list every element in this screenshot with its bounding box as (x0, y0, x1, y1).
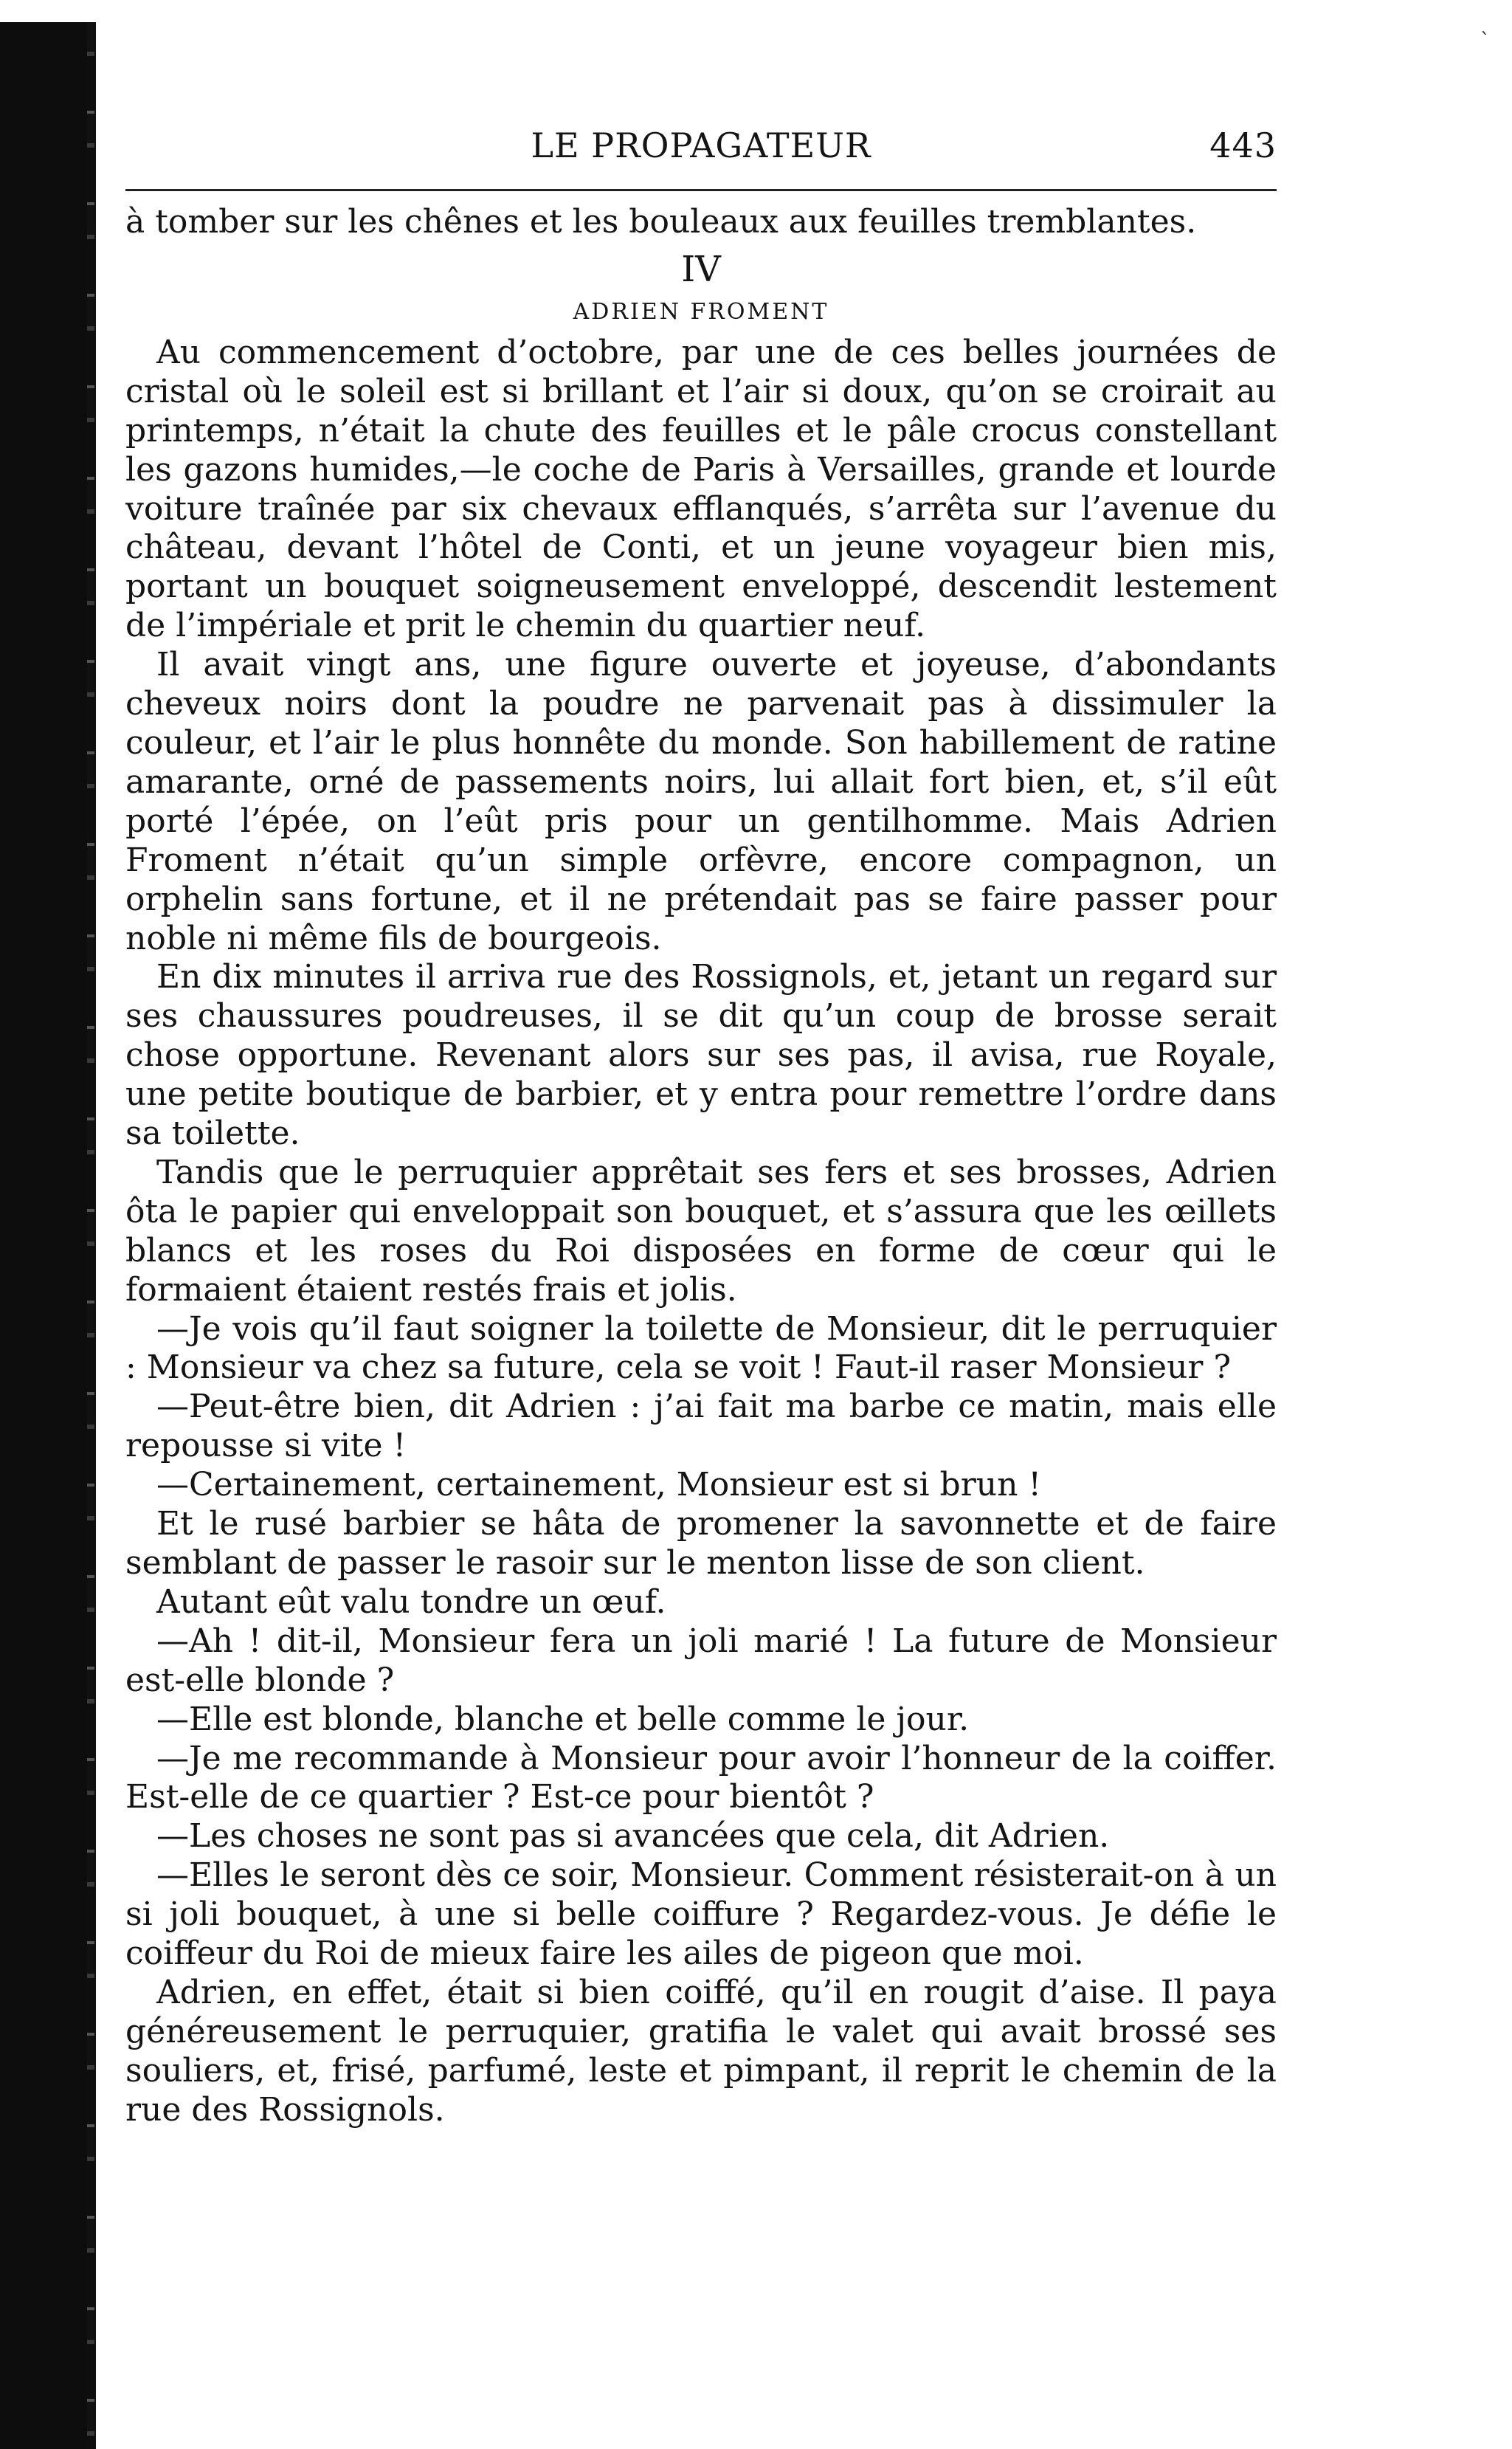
dialogue-paragraph: —Ah ! dit-il, Monsieur fera un joli marié ! La future de Monsieur est-elle blonde ? (125, 1622, 1277, 1699)
chapter-title: ADRIEN FROMENT (573, 298, 829, 325)
paragraph: Il avait vingt ans, une figure ouverte et joyeuse, d’abondants cheveux noirs dont la poudre ne parvenait pas à dissimuler la couleur, et l’air le plus honnête du monde. Son habillement de ratine amarante, orné de passements noirs, lui allait fort bien, et, s’il eût porté l’épée, on l’eût pris pour un gentilhomme. Mais Adrien Froment n’était qu’un simple orfèvre, encore compagnon, un orphelin sans fortune, et il ne prétendait pas se faire passer pour noble ni même fils de bourgeois. (125, 646, 1277, 957)
dialogue-paragraph: —Je vois qu’il faut soigner la toilette de Monsieur, dit le perruquier : Monsieur va chez sa future, cela se voit ! Faut-il raser Monsieur ? (125, 1309, 1277, 1387)
book-spine-shadow (0, 22, 96, 2449)
running-title: LE PROPAGATEUR (531, 125, 871, 165)
corner-speck: ˋ (1480, 30, 1490, 52)
book-page (125, 125, 1277, 2130)
header-rule (125, 189, 1277, 191)
dialogue-paragraph: —Peut-être bien, dit Adrien : j’ai fait ma barbe ce matin, mais elle repousse si vite ! (125, 1388, 1277, 1465)
body-text (125, 203, 1277, 2130)
page-gutter-edge (87, 22, 94, 2449)
paragraph: Et le rusé barbier se hâta de promener la savonnette et de faire semblant de passer le rasoir sur le menton lisse de son client. (125, 1505, 1277, 1582)
dialogue-paragraph: —Certainement, certainement, Monsieur est si brun ! (156, 1466, 1042, 1504)
dialogue-paragraph: —Elle est blonde, blanche et belle comme le jour. (156, 1700, 970, 1738)
paragraph: Tandis que le perruquier apprêtait ses fers et ses brosses, Adrien ôta le papier qui enveloppait son bouquet, et s’assura que les œillets blancs et les roses du Roi disposées en forme de cœur qui le formaient étaient restés frais et jolis. (125, 1153, 1277, 1309)
dialogue-paragraph: —Elles le seront dès ce soir, Monsieur. Comment résisterait-on à un si joli bouquet, à une si belle coiffure ? Regardez-vous. Je défie le coiffeur du Roi de mieux faire les ailes de pigeon que moi. (125, 1856, 1277, 1973)
running-header (125, 125, 1277, 173)
paragraph: Autant eût valu tondre un œuf. (156, 1582, 666, 1621)
dialogue-paragraph: —Les choses ne sont pas si avancées que cela, dit Adrien. (156, 1817, 1110, 1856)
chapter-number: IV (681, 248, 721, 290)
paragraph: Adrien, en effet, était si bien coiffé, qu’il en rougit d’aise. Il paya généreusement le perruquier, gratifia le valet qui avait brossé ses souliers, et, frisé, parfumé, leste et pimpant, il reprit le chemin de la rue des Rossignols. (125, 1973, 1277, 2129)
dialogue-paragraph: —Je me recommande à Monsieur pour avoir l’honneur de la coiffer. Est-elle de ce quartier ? Est-ce pour bientôt ? (125, 1739, 1277, 1816)
page-number: 443 (1209, 125, 1277, 165)
paragraph: En dix minutes il arriva rue des Rossignols, et, jetant un regard sur ses chaussures poudreuses, il se dit qu’un coup de brosse serait chose opportune. Revenant alors sur ses pas, il avisa, rue Royale, une petite boutique de barbier, et y entra pour remettre l’ordre dans sa toilette. (125, 958, 1277, 1153)
opening-line: à tomber sur les chênes et les bouleaux aux feuilles tremblantes. (125, 203, 1197, 241)
paragraph: Au commencement d’octobre, par une de ces belles journées de cristal où le soleil est si brillant et l’air si doux, qu’on se croirait au printemps, n’était la chute des feuilles et le pâle crocus constellant les gazons humides,—le coche de Paris à Versailles, grande et lourde voiture traînée par six chevaux efflanqués, s’arrêta sur l’avenue du château, devant l’hôtel de Conti, et un jeune voyageur bien mis, portant un bouquet soigneusement enveloppé, descendit lestement de l’impériale et prit le chemin du quartier neuf. (125, 333, 1277, 645)
